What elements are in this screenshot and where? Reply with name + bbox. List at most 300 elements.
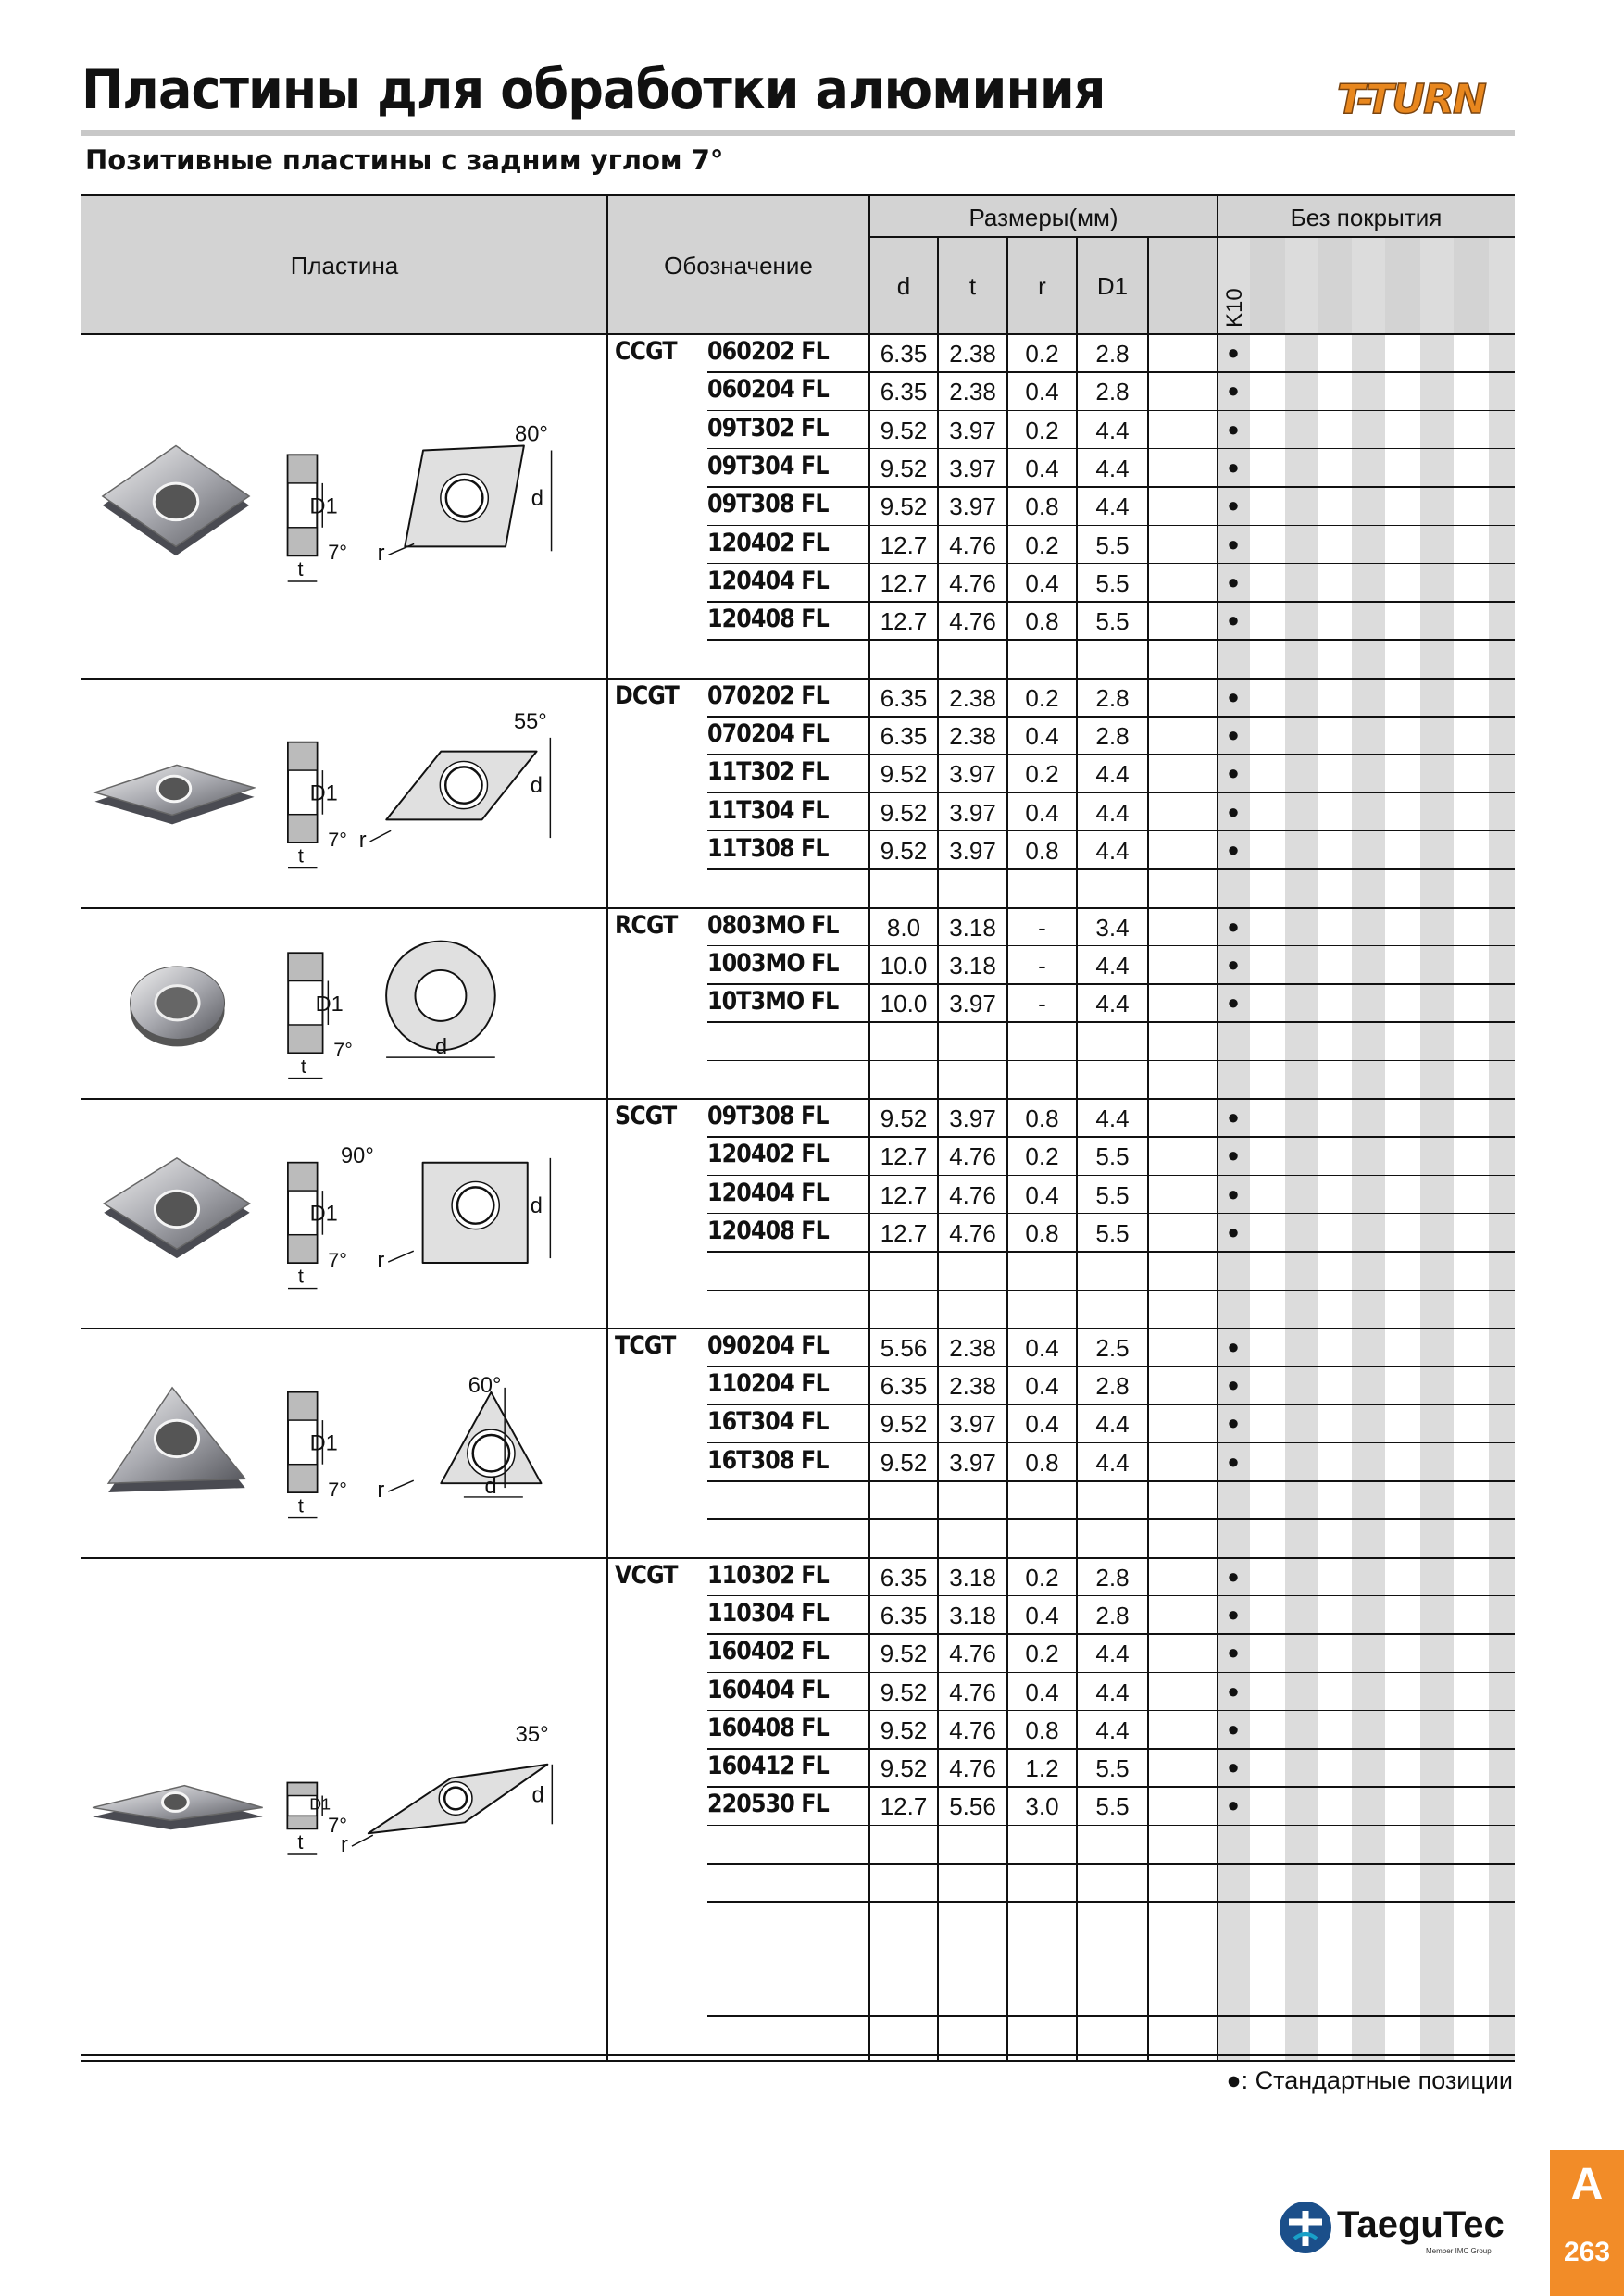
cell-r: 0.8: [1025, 607, 1059, 636]
cell-t: 5.56: [949, 1792, 996, 1821]
cell-d: 9.52: [880, 493, 928, 521]
cell-t: 3.97: [949, 836, 996, 865]
cell-d: 9.52: [880, 1410, 928, 1439]
section-tab: [1550, 2150, 1624, 2296]
insert-drawing-dcgt: [81, 680, 607, 905]
cell-r: 3.0: [1025, 1792, 1059, 1821]
cell-r: 0.4: [1025, 1333, 1059, 1362]
insert-code: 120408 FL: [707, 1216, 829, 1245]
standard-dot: ●: [1227, 1449, 1240, 1473]
row-separator: [707, 1672, 1515, 1674]
insert-code: 110302 FL: [707, 1560, 829, 1590]
cell-d: 9.52: [880, 1754, 928, 1783]
label-d1: D1: [309, 1431, 338, 1456]
cell-d1: 5.5: [1095, 1180, 1130, 1209]
cell-d: 9.52: [880, 454, 928, 482]
brand-logo-t-turn: [1337, 70, 1513, 126]
cell-r: 0.2: [1025, 530, 1059, 559]
cell-d: 6.35: [880, 683, 928, 712]
group-label-4: TCGT: [615, 1330, 676, 1360]
cell-d: 12.7: [880, 1142, 928, 1171]
cell-d: 9.52: [880, 1640, 928, 1668]
cell-t: 2.38: [949, 340, 996, 368]
header-insert: Пластина: [290, 252, 399, 280]
row-separator: [707, 1480, 1515, 1482]
label-r: r: [377, 1478, 385, 1503]
insert-code: 160412 FL: [707, 1752, 829, 1781]
cell-t: 4.76: [949, 568, 996, 597]
cell-d: 9.52: [880, 836, 928, 865]
insert-photo: [93, 1785, 263, 1829]
standard-dot: ●: [1227, 1334, 1240, 1358]
cell-r: 0.2: [1025, 760, 1059, 789]
row-separator: [707, 1940, 1515, 1941]
cell-d1: 5.5: [1095, 568, 1130, 597]
row-separator: [707, 563, 1515, 565]
standard-dot: ●: [1227, 1219, 1240, 1243]
cell-d1: 2.8: [1095, 378, 1130, 406]
insert-code: 070204 FL: [707, 719, 829, 748]
row-separator: [707, 1366, 1515, 1367]
standard-dot: ●: [1227, 837, 1240, 861]
insert-code: 16T308 FL: [707, 1445, 829, 1475]
insert-drawing-scgt: [81, 1100, 607, 1326]
insert-code: 160404 FL: [707, 1675, 829, 1704]
cell-r: 0.8: [1025, 493, 1059, 521]
standard-dot: ●: [1227, 379, 1240, 403]
cell-d1: 2.8: [1095, 683, 1130, 712]
standard-dot: ●: [1227, 952, 1240, 976]
cell-d: 12.7: [880, 1218, 928, 1247]
insert-code: 09T304 FL: [707, 451, 829, 480]
label-r: r: [341, 1831, 348, 1857]
insert-code: 0803MO FL: [707, 910, 839, 940]
label-d: d: [530, 773, 543, 798]
insert-code: 090204 FL: [707, 1330, 829, 1360]
row-separator: [707, 716, 1515, 718]
cell-d1: 4.4: [1095, 1448, 1130, 1477]
standard-dot: ●: [1227, 1716, 1240, 1741]
cell-r: 0.2: [1025, 1563, 1059, 1591]
insert-photo: [108, 1388, 245, 1492]
top-view: [378, 446, 552, 567]
label-d: d: [531, 486, 544, 511]
label-d1: D1: [315, 991, 344, 1016]
standard-dot: ●: [1227, 991, 1240, 1015]
cell-t: 4.76: [949, 1180, 996, 1209]
insert-code: 09T308 FL: [707, 490, 829, 519]
cell-r: -: [1038, 951, 1046, 980]
insert-code: 16T304 FL: [707, 1407, 829, 1437]
row-separator: [707, 639, 1515, 641]
cell-t: 2.38: [949, 722, 996, 750]
label-r: r: [358, 828, 367, 853]
cell-d: 6.35: [880, 1601, 928, 1629]
label-t: t: [297, 1264, 304, 1288]
cell-d: 6.35: [880, 1563, 928, 1591]
cell-d: 12.7: [880, 568, 928, 597]
cell-t: 3.18: [949, 1563, 996, 1591]
cell-r: 0.4: [1025, 454, 1059, 482]
header-dim-d1: D1: [1096, 272, 1129, 300]
header-sub-border: [869, 236, 1515, 238]
page-number: 263: [1563, 2237, 1611, 2267]
insert-photo: [131, 967, 225, 1046]
insert-code: 160402 FL: [707, 1637, 829, 1666]
row-separator: [707, 792, 1515, 794]
standard-dot: ●: [1227, 1105, 1240, 1129]
label-angle: 35°: [515, 1721, 549, 1747]
label-t: t: [300, 1054, 306, 1078]
cell-d1: 5.5: [1095, 1142, 1130, 1171]
cell-t: 2.38: [949, 1333, 996, 1362]
header-dim-t: t: [968, 272, 977, 300]
row-separator: [707, 1595, 1515, 1597]
cell-d: 12.7: [880, 1792, 928, 1821]
standard-dot: ●: [1227, 493, 1240, 518]
insert-code: 060204 FL: [707, 375, 829, 405]
cell-d1: 4.4: [1095, 1640, 1130, 1668]
insert-code: 11T302 FL: [707, 757, 829, 787]
cell-d: 9.52: [880, 1716, 928, 1744]
row-separator: [707, 1710, 1515, 1712]
row-separator: [707, 754, 1515, 755]
side-view: [288, 1163, 347, 1289]
cell-d: 6.35: [880, 378, 928, 406]
standard-dot: ●: [1227, 569, 1240, 593]
cell-t: 3.97: [949, 760, 996, 789]
row-separator: [707, 1901, 1515, 1903]
inserts-table: [81, 194, 1515, 2060]
cell-d: 8.0: [886, 913, 921, 942]
row-separator: [707, 486, 1515, 488]
cell-d1: 4.4: [1095, 990, 1130, 1018]
row-separator: [707, 945, 1515, 947]
cell-t: 3.18: [949, 913, 996, 942]
cell-t: 3.97: [949, 1448, 996, 1477]
cell-r: 0.8: [1025, 1716, 1059, 1744]
label-relief-angle: 7°: [328, 1813, 348, 1837]
label-d: d: [484, 1474, 497, 1499]
row-separator: [707, 983, 1515, 985]
standard-dot: ●: [1227, 1411, 1240, 1435]
cell-d1: 2.8: [1095, 1563, 1130, 1591]
cell-d: 5.56: [880, 1333, 928, 1362]
cell-d1: 2.5: [1095, 1333, 1130, 1362]
label-d1: D1: [309, 1202, 338, 1227]
standard-dot: ●: [1227, 455, 1240, 479]
cell-r: -: [1038, 990, 1046, 1018]
cell-t: 3.18: [949, 1601, 996, 1629]
cell-r: 0.2: [1025, 683, 1059, 712]
standard-dot: ●: [1227, 1373, 1240, 1397]
cell-t: 2.38: [949, 683, 996, 712]
insert-code: 160408 FL: [707, 1713, 829, 1742]
cell-r: 0.8: [1025, 1218, 1059, 1247]
group-label-0: CCGT: [615, 337, 677, 366]
insert-code: 060202 FL: [707, 337, 829, 366]
group-border: [81, 2054, 1515, 2056]
insert-drawing-rcgt: [81, 909, 607, 1097]
cell-d1: 2.8: [1095, 1372, 1130, 1401]
group-label-1: DCGT: [615, 680, 679, 710]
legend-standard-items: ●: Стандартные позиции: [1226, 2066, 1513, 2094]
table-top-border: [81, 194, 1515, 196]
row-separator: [707, 1251, 1515, 1253]
insert-photo: [94, 765, 254, 824]
row-separator: [707, 1290, 1515, 1292]
row-separator: [707, 1404, 1515, 1405]
cell-d1: 3.4: [1095, 913, 1130, 942]
header-dim-r: r: [1038, 272, 1046, 300]
cell-d1: 4.4: [1095, 836, 1130, 865]
row-separator: [707, 830, 1515, 832]
standard-dot: ●: [1227, 608, 1240, 632]
cell-d1: 2.8: [1095, 340, 1130, 368]
standard-dot: ●: [1227, 1755, 1240, 1779]
insert-code: 09T308 FL: [707, 1102, 829, 1130]
top-view: [377, 1158, 550, 1273]
standard-dot: ●: [1227, 531, 1240, 555]
label-d1: D1: [309, 781, 338, 806]
insert-code: 120402 FL: [707, 1140, 829, 1169]
insert-photo: [103, 446, 249, 556]
row-separator: [707, 601, 1515, 603]
cell-t: 4.76: [949, 1678, 996, 1706]
insert-code: 120402 FL: [707, 528, 829, 557]
brand-text: T-TURN: [1337, 76, 1485, 123]
label-relief-angle: 7°: [328, 827, 347, 851]
cell-d: 9.52: [880, 798, 928, 827]
cell-r: 0.2: [1025, 1640, 1059, 1668]
cell-d: 6.35: [880, 722, 928, 750]
cell-t: 3.97: [949, 493, 996, 521]
taegutec-logo: [1276, 2194, 1526, 2259]
cell-r: 0.4: [1025, 1601, 1059, 1629]
cell-t: 4.76: [949, 607, 996, 636]
insert-code: 11T308 FL: [707, 833, 829, 863]
standard-dot: ●: [1227, 1181, 1240, 1205]
cell-t: 3.97: [949, 416, 996, 444]
insert-code: 220530 FL: [707, 1790, 829, 1819]
row-separator: [707, 1442, 1515, 1444]
label-t: t: [297, 557, 304, 581]
label-angle: 55°: [513, 709, 547, 734]
standard-dot: ●: [1227, 1602, 1240, 1626]
row-separator: [707, 1518, 1515, 1520]
cell-d: 12.7: [880, 607, 928, 636]
cell-r: 0.8: [1025, 836, 1059, 865]
insert-code: 110304 FL: [707, 1598, 829, 1628]
insert-code: 110204 FL: [707, 1369, 829, 1399]
cell-d1: 4.4: [1095, 1104, 1130, 1132]
insert-code: 09T302 FL: [707, 413, 829, 443]
cell-r: 0.4: [1025, 1372, 1059, 1401]
label-r: r: [377, 1248, 385, 1273]
section-letter: A: [1570, 2160, 1604, 2209]
cell-d: 12.7: [880, 1180, 928, 1209]
cell-r: -: [1038, 913, 1046, 942]
logo-subtext: Member IMC Group: [1426, 2247, 1492, 2255]
insert-drawing-ccgt: [81, 335, 607, 676]
cell-t: 2.38: [949, 378, 996, 406]
cell-d1: 4.4: [1095, 1410, 1130, 1439]
row-separator: [707, 410, 1515, 412]
cell-d1: 4.4: [1095, 416, 1130, 444]
cell-t: 3.18: [949, 951, 996, 980]
insert-photo: [104, 1158, 249, 1258]
header-designation: Обозначение: [664, 252, 813, 280]
cell-d: 9.52: [880, 416, 928, 444]
insert-code: 070202 FL: [707, 680, 829, 710]
insert-drawing-vcgt: [81, 1559, 607, 2053]
cell-t: 3.97: [949, 990, 996, 1018]
row-separator: [707, 525, 1515, 527]
cell-d1: 5.5: [1095, 607, 1130, 636]
cell-r: 0.4: [1025, 1180, 1059, 1209]
cell-t: 4.76: [949, 1754, 996, 1783]
cell-d: 6.35: [880, 340, 928, 368]
side-view: [288, 1392, 347, 1518]
cell-t: 4.76: [949, 1142, 996, 1171]
cell-r: 1.2: [1025, 1754, 1059, 1783]
label-relief-angle: 7°: [328, 541, 347, 565]
cell-d1: 5.5: [1095, 1792, 1130, 1821]
title-rule: [81, 130, 1515, 136]
row-separator: [707, 1060, 1515, 1062]
top-view: [377, 1388, 541, 1503]
header-uncoated: Без покрытия: [1290, 204, 1443, 231]
standard-dot: ●: [1227, 1143, 1240, 1167]
cell-d1: 5.5: [1095, 1754, 1130, 1783]
standard-dot: ●: [1227, 1678, 1240, 1703]
cell-r: 0.4: [1025, 568, 1059, 597]
insert-code: 120404 FL: [707, 1178, 829, 1207]
cell-d: 12.7: [880, 530, 928, 559]
label-d: d: [530, 1193, 543, 1218]
label-relief-angle: 7°: [333, 1037, 353, 1061]
standard-dot: ●: [1227, 799, 1240, 823]
row-separator: [707, 1978, 1515, 1979]
standard-dot: ●: [1227, 1564, 1240, 1588]
cell-d1: 4.4: [1095, 1678, 1130, 1706]
side-view: [288, 742, 347, 867]
cell-d1: 4.4: [1095, 798, 1130, 827]
standard-dot: ●: [1227, 684, 1240, 708]
cell-t: 4.76: [949, 1218, 996, 1247]
header-grade-k10: K10: [1222, 288, 1247, 328]
cell-t: 3.97: [949, 454, 996, 482]
label-d: d: [531, 1782, 544, 1808]
insert-code: 1003MO FL: [707, 948, 839, 978]
cell-t: 4.76: [949, 1716, 996, 1744]
insert-code: 120408 FL: [707, 605, 829, 634]
row-separator: [707, 448, 1515, 450]
cell-r: 0.4: [1025, 1410, 1059, 1439]
table-bottom-border: [81, 2060, 1515, 2062]
standard-dot: ●: [1227, 914, 1240, 938]
top-view: [341, 1764, 552, 1856]
row-separator: [707, 1633, 1515, 1635]
label-d1: D1: [309, 494, 338, 519]
row-separator: [707, 1136, 1515, 1138]
side-view: [287, 1782, 347, 1853]
cell-r: 0.2: [1025, 416, 1059, 444]
insert-code: 11T304 FL: [707, 795, 829, 825]
row-separator: [707, 1863, 1515, 1865]
logo-text: TaeguTec: [1337, 2204, 1505, 2245]
cell-d1: 4.4: [1095, 454, 1130, 482]
standard-dot: ●: [1227, 1641, 1240, 1665]
side-view: [288, 455, 347, 581]
label-t: t: [297, 1829, 304, 1853]
cell-d1: 5.5: [1095, 1218, 1130, 1247]
cell-r: 0.8: [1025, 1104, 1059, 1132]
cell-t: 4.76: [949, 1640, 996, 1668]
cell-d1: 2.8: [1095, 722, 1130, 750]
header-dimensions: Размеры(мм): [968, 204, 1118, 231]
group-label-2: RCGT: [615, 910, 678, 940]
cell-r: 0.4: [1025, 722, 1059, 750]
row-separator: [707, 1786, 1515, 1788]
cell-d: 9.52: [880, 760, 928, 789]
top-view: [386, 941, 495, 1058]
row-separator: [707, 868, 1515, 870]
cell-r: 0.2: [1025, 1142, 1059, 1171]
top-view: [359, 738, 551, 853]
label-relief-angle: 7°: [328, 1477, 347, 1501]
label-angle: 80°: [514, 422, 548, 447]
cell-d: 10.0: [880, 951, 928, 980]
cell-r: 0.4: [1025, 798, 1059, 827]
cell-d1: 2.8: [1095, 1601, 1130, 1629]
row-separator: [707, 1825, 1515, 1827]
cell-r: 0.2: [1025, 340, 1059, 368]
cell-t: 4.76: [949, 530, 996, 559]
row-separator: [707, 1021, 1515, 1023]
insert-code: 120404 FL: [707, 566, 829, 595]
cell-d1: 4.4: [1095, 493, 1130, 521]
cell-d: 10.0: [880, 990, 928, 1018]
page-title: Пластины для обработки алюминия: [81, 57, 1106, 122]
row-separator: [707, 1175, 1515, 1177]
cell-t: 3.97: [949, 1104, 996, 1132]
cell-d1: 5.5: [1095, 530, 1130, 559]
standard-dot: ●: [1227, 723, 1240, 746]
cell-d: 6.35: [880, 1372, 928, 1401]
label-angle: 90°: [341, 1143, 374, 1168]
standard-dot: ●: [1227, 417, 1240, 441]
label-relief-angle: 7°: [328, 1247, 347, 1271]
cell-d: 9.52: [880, 1448, 928, 1477]
group-label-3: SCGT: [615, 1102, 677, 1130]
standard-dot: ●: [1227, 1793, 1240, 1817]
row-separator: [707, 371, 1515, 373]
cell-d1: 4.4: [1095, 1716, 1130, 1744]
cell-d: 9.52: [880, 1678, 928, 1706]
page-subtitle: Позитивные пластины с задним углом 7°: [85, 144, 724, 176]
cell-d1: 4.4: [1095, 951, 1130, 980]
label-t: t: [297, 1493, 304, 1517]
cell-r: 0.8: [1025, 1448, 1059, 1477]
header-dim-d: d: [896, 272, 911, 300]
label-d: d: [435, 1033, 448, 1058]
row-separator: [707, 2015, 1515, 2017]
row-separator: [707, 1748, 1515, 1750]
label-r: r: [377, 542, 385, 567]
cell-d: 9.52: [880, 1104, 928, 1132]
standard-dot: ●: [1227, 341, 1240, 364]
